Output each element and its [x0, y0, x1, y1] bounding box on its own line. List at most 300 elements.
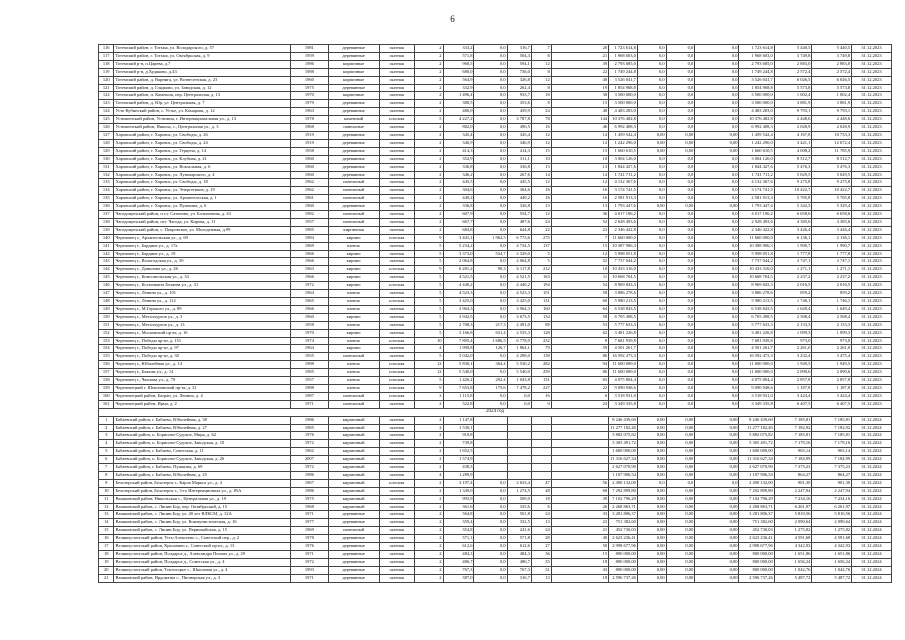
table-cell: 554,7: [507, 211, 531, 219]
table-cell: 0,0: [637, 100, 666, 108]
table-cell: 9 090 948,6: [609, 384, 638, 392]
table-cell: 0,0: [695, 377, 739, 385]
table-cell: 31.12.2024: [852, 471, 892, 479]
table-cell: 1967: [291, 479, 329, 487]
table-cell: 0,0: [637, 337, 666, 345]
table-cell: 2: [414, 108, 443, 116]
table-cell: 346,9: [443, 139, 474, 147]
table-cell: [531, 471, 551, 479]
table-cell: 24: [551, 400, 608, 408]
table-cell: 8 246 439,60: [609, 416, 638, 424]
table-cell: 5 029,5: [774, 171, 812, 179]
table-row: [99, 543, 892, 551]
table-cell: 15: [551, 100, 608, 108]
table-cell: 1960: [291, 163, 329, 171]
table-cell: 31.12.2023: [852, 369, 892, 377]
table-cell: 11 660 000,0: [739, 234, 774, 242]
table-cell: 15: [99, 527, 114, 535]
table-cell: 1964: [291, 290, 329, 298]
table-cell: 3: [414, 392, 443, 400]
table-cell: 0,0: [695, 108, 739, 116]
table-cell: 1 656,24: [774, 558, 812, 566]
table-cell: 0,00: [695, 456, 739, 464]
table-cell: 0,0: [474, 211, 507, 219]
table-cell: 0,00: [695, 558, 739, 566]
table-cell: 0,0: [695, 282, 739, 290]
table-cell: скатная: [379, 195, 414, 203]
table-row: [99, 535, 892, 543]
table-cell: 175,6: [474, 384, 507, 392]
table-cell: 10 387 906,3: [609, 242, 638, 250]
table-cell: 0,00: [637, 551, 666, 559]
table-cell: 31.12.2023: [852, 155, 892, 163]
table-cell: Харовский район, г. Харовск, ул. Свободы, д. 18: [114, 179, 291, 187]
table-cell: 2: [414, 558, 443, 566]
table-cell: 0,00: [695, 432, 739, 440]
table-cell: 3 500 000,0: [739, 100, 774, 108]
table-cell: Бабаевский район, г. Бабаево, Юбилейная, д. 27: [114, 424, 291, 432]
table-cell: 918,8: [443, 432, 474, 440]
table-cell: 1 042,76: [774, 566, 812, 574]
table-cell: 14: [99, 519, 114, 527]
table-cell: 10: [551, 155, 608, 163]
table-cell: 0,00: [695, 424, 739, 432]
table-cell: 0,00: [637, 487, 666, 495]
table-cell: 1 275,82: [812, 527, 852, 535]
table-cell: 126: [99, 124, 114, 132]
table-cell: 4 440,2: [443, 282, 474, 290]
table-row: [99, 108, 892, 116]
table-cell: 1 459 542,4: [609, 131, 638, 139]
table-cell: 31.12.2023: [852, 345, 892, 353]
table-cell: 7 234,16: [812, 495, 852, 503]
table-cell: 5 234,2: [443, 242, 474, 250]
table-cell: 484,3: [507, 551, 531, 559]
table-cell: 0,0: [474, 108, 507, 116]
table-cell: 0,0: [474, 139, 507, 147]
table-cell: 571,1: [443, 535, 474, 543]
table-cell: 1 660 610,5: [609, 147, 638, 155]
table-cell: 965,14: [774, 448, 812, 456]
table-cell: 2 346 422,8: [739, 226, 774, 234]
table-cell: 3 425,0: [443, 298, 474, 306]
table-cell: 0,0: [695, 290, 739, 298]
table-cell: 0,0: [666, 60, 695, 68]
table-row: [99, 274, 892, 282]
table-row: [99, 305, 892, 313]
table-row: [99, 218, 892, 226]
table-cell: 0,0: [666, 313, 695, 321]
table-cell: 0,0: [637, 353, 666, 361]
table-cell: кирпичный: [328, 416, 379, 424]
table-cell: 1 686,5: [474, 337, 507, 345]
table-cell: 490,5: [507, 124, 531, 132]
table-cell: [551, 471, 608, 479]
table-cell: 132: [99, 171, 114, 179]
table-cell: 150: [99, 313, 114, 321]
table-cell: скатная: [379, 329, 414, 337]
table-cell: 0,00: [695, 471, 739, 479]
table-cell: 2 261,0: [774, 345, 812, 353]
table-cell: 1 793 447,6: [609, 203, 638, 211]
table-cell: 0: [531, 400, 551, 408]
table-cell: 1985: [291, 369, 329, 377]
table-cell: 1 574,9: [443, 456, 474, 464]
table-cell: 6: [551, 392, 608, 400]
table-cell: 144: [551, 116, 608, 124]
table-cell: 332,9: [443, 84, 474, 92]
table-cell: 2: [414, 147, 443, 155]
table-row: [99, 369, 892, 377]
table-cell: 1 530,1: [443, 424, 474, 432]
table-cell: Бабаевский район, г. Бабаево, Советская, д. 11: [114, 448, 291, 456]
table-cell: 5 573,8: [774, 84, 812, 92]
table-cell: 1 793 447,6: [739, 203, 774, 211]
page-number: 6: [450, 14, 455, 24]
table-cell: 7: [551, 234, 608, 242]
table-cell: 0,0: [637, 250, 666, 258]
table-cell: 3 349 335,8: [739, 400, 774, 408]
table-row: [99, 290, 892, 298]
table-cell: 10 422,7: [774, 187, 812, 195]
table-cell: 0,00: [637, 558, 666, 566]
table-cell: 0,0: [695, 45, 739, 53]
table-row: [99, 84, 892, 92]
table-cell: 361,6: [443, 503, 474, 511]
table-cell: Череповец г., М.Горького ул., д. 89: [114, 305, 291, 313]
table-cell: 24: [531, 218, 551, 226]
table-cell: 7 179,16: [812, 440, 852, 448]
table-cell: 2: [414, 464, 443, 472]
table-cell: 5: [414, 274, 443, 282]
table-cell: 0,0: [474, 551, 507, 559]
table-cell: [531, 432, 551, 440]
table-cell: 21: [99, 574, 114, 582]
table-cell: 335,6: [507, 503, 531, 511]
table-cell: 0,00: [666, 519, 695, 527]
table-cell: Великоустюгский район, Полдарса д., Александра Попова ул., д. 29: [114, 551, 291, 559]
table-cell: 501,8: [507, 511, 531, 519]
table-cell: 0,0: [637, 187, 666, 195]
table-cell: 0,0: [474, 179, 507, 187]
table-cell: 1 990,8: [443, 345, 474, 353]
table-cell: 31.12.2023: [852, 179, 892, 187]
table-cell: Устюженский район, Никола, с., Центральная ул., д. 3: [114, 124, 291, 132]
table-row: [99, 424, 892, 432]
table-cell: 965,14: [812, 448, 852, 456]
table-cell: 0,0: [474, 535, 507, 543]
table-cell: скатная: [379, 558, 414, 566]
table-cell: 14: [551, 171, 608, 179]
table-cell: 0,0: [666, 234, 695, 242]
table-cell: 2: [414, 543, 443, 551]
table-cell: 1 844 427,6: [739, 163, 774, 171]
table-cell: 119: [99, 68, 114, 76]
table-cell: 141: [99, 242, 114, 250]
table-cell: 5 042,0: [443, 353, 474, 361]
table-cell: 4 501 261,7: [739, 345, 774, 353]
table-cell: 0,0: [637, 171, 666, 179]
table-cell: 5: [531, 250, 551, 258]
table-cell: 1971: [291, 400, 329, 408]
table-cell: 10 433 316,0: [609, 266, 638, 274]
table-cell: панельный: [328, 400, 379, 408]
table-cell: 0,0: [637, 384, 666, 392]
table-cell: 131: [531, 298, 551, 306]
table-cell: 31.12.2024: [852, 558, 892, 566]
table-cell: 0,0: [637, 226, 666, 234]
table-cell: 7 292 899,80: [609, 487, 638, 495]
table-cell: 38: [551, 92, 608, 100]
table-cell: 10: [531, 155, 551, 163]
table-cell: плоская: [379, 377, 414, 385]
table-cell: 0,0: [637, 282, 666, 290]
table-cell: 336,8: [507, 203, 531, 211]
table-cell: деревянные: [328, 84, 379, 92]
table-cell: 7 375,23: [812, 464, 852, 472]
table-cell: 2 628 493,6: [609, 218, 638, 226]
table-cell: 6 992 408,3: [609, 124, 638, 132]
table-cell: 10 388 906,3: [739, 242, 774, 250]
table-cell: 2: [414, 226, 443, 234]
table-cell: 14: [531, 171, 551, 179]
table-cell: деревянные: [328, 519, 379, 527]
table-cell: 23: [551, 519, 608, 527]
table-cell: 631,4: [474, 329, 507, 337]
table-cell: Устюженский район, Устюжна, г. Интернациональная ул., д. 13: [114, 116, 291, 124]
table-cell: 326,8: [507, 76, 531, 84]
table-cell: 2 581 913,3: [609, 195, 638, 203]
table-cell: скатная: [379, 456, 414, 464]
table-cell: 2 508,4: [812, 313, 852, 321]
table-cell: 18: [99, 551, 114, 559]
table-cell: Вашкинский район, с. Липин Бор, ул. 40 лет ВЛКСМ, д. 32А: [114, 511, 291, 519]
table-cell: 4 521,5: [443, 274, 474, 282]
table-cell: 1 242 296,0: [609, 139, 638, 147]
table-cell: 194: [531, 282, 551, 290]
table-cell: 1 271,1: [812, 266, 852, 274]
table-cell: 2: [414, 203, 443, 211]
table-cell: 1 854 968,8: [609, 84, 638, 92]
table-cell: [551, 440, 608, 448]
table-cell: 0,0: [637, 290, 666, 298]
table-cell: 156: [99, 361, 114, 369]
table-cell: 0,00: [637, 416, 666, 424]
table-cell: [507, 432, 531, 440]
table-cell: 3 518 931,0: [609, 392, 638, 400]
table-cell: 12: [551, 179, 608, 187]
table-cell: 2007: [291, 456, 329, 464]
table-cell: 0,0: [637, 258, 666, 266]
table-cell: 153: [99, 337, 114, 345]
table-cell: 0,0: [666, 384, 695, 392]
table-cell: 0,0: [666, 76, 695, 84]
table-cell: скатная: [379, 258, 414, 266]
table-cell: плоская: [379, 337, 414, 345]
table-cell: 5: [414, 290, 443, 298]
table-cell: 31.12.2023: [852, 313, 892, 321]
buildings-register-table: [98, 44, 892, 583]
table-cell: кирпичные: [328, 60, 379, 68]
table-cell: 1919: [291, 139, 329, 147]
table-row: [99, 211, 892, 219]
table-cell: 31.12.2024: [852, 495, 892, 503]
table-cell: панельный: [328, 187, 379, 195]
table-cell: 16: [551, 195, 608, 203]
table-cell: 35: [531, 558, 551, 566]
table-cell: 0,0: [474, 527, 507, 535]
table-cell: 751 382,60: [739, 519, 774, 527]
table-cell: 11 316 627,34: [739, 456, 774, 464]
table-cell: 40: [551, 535, 608, 543]
table-cell: скатная: [379, 92, 414, 100]
table-cell: 4: [99, 440, 114, 448]
table-cell: 0,0: [474, 274, 507, 282]
table-cell: 1962: [291, 179, 329, 187]
table-cell: [507, 471, 531, 479]
table-cell: 0,0: [474, 479, 507, 487]
table-cell: 13: [531, 519, 551, 527]
table-cell: 571,8: [507, 535, 531, 543]
table-cell: 1 242 296,0: [739, 139, 774, 147]
table-cell: 6 658,6: [812, 211, 852, 219]
table-cell: 15: [551, 242, 608, 250]
table-cell: Тотемский р-н, д.Худяково, д.43: [114, 68, 291, 76]
table-cell: 212: [531, 266, 551, 274]
table-row: [99, 242, 892, 250]
table-cell: скатная: [379, 45, 414, 53]
table-cell: 5 540,0: [507, 369, 531, 377]
table-cell: 4 385,6: [774, 218, 812, 226]
table-cell: 12: [531, 60, 551, 68]
table-cell: 0,0: [637, 211, 666, 219]
table-cell: 6 538 843,5: [609, 305, 638, 313]
table-cell: 0,0: [666, 353, 695, 361]
table-cell: 0,0: [637, 266, 666, 274]
table-cell: 0,00: [666, 558, 695, 566]
table-cell: Череповец г., Ленина ул., д. 112: [114, 298, 291, 306]
table-cell: 0,0: [474, 558, 507, 566]
table-cell: 0,0: [474, 116, 507, 124]
table-cell: 2 998 677,96: [609, 543, 638, 551]
table-cell: 8: [531, 100, 551, 108]
table-cell: 336,8: [507, 163, 531, 171]
table-cell: 86: [551, 353, 608, 361]
table-cell: скатная: [379, 440, 414, 448]
table-cell: 123: [99, 100, 114, 108]
table-row: [99, 52, 892, 60]
table-cell: кирпичные: [328, 68, 379, 76]
table-cell: 1970: [291, 329, 329, 337]
table-row: [99, 329, 892, 337]
table-cell: 143: [99, 258, 114, 266]
table-cell: скатная: [379, 400, 414, 408]
table-cell: 864,27: [774, 471, 812, 479]
table-cell: 2 448,6: [812, 116, 852, 124]
table-cell: [507, 448, 531, 456]
table-cell: 7 102 796,29: [739, 495, 774, 503]
table-cell: 4 523,3: [507, 290, 531, 298]
table-cell: 5: [414, 116, 443, 124]
table-cell: 26: [551, 503, 608, 511]
table-cell: 31.12.2023: [852, 321, 892, 329]
table-cell: 0,0: [474, 124, 507, 132]
table-cell: 12 672,4: [812, 139, 852, 147]
table-cell: 138: [531, 353, 551, 361]
table-cell: 0,0: [474, 52, 507, 60]
table-cell: скатная: [379, 139, 414, 147]
table-cell: 767,3: [507, 566, 531, 574]
table-cell: 7 681 939,8: [609, 337, 638, 345]
table-cell: 88: [531, 321, 551, 329]
table-cell: 0,0: [474, 226, 507, 234]
table-cell: 2 090,64: [812, 519, 852, 527]
table-cell: Харовский район, г. Харовск, ул. Свободы, д. 24: [114, 139, 291, 147]
table-row: [99, 76, 892, 84]
table-cell: 0,00: [695, 203, 739, 211]
table-cell: 1 949,5: [812, 361, 852, 369]
table-cell: 15: [531, 147, 551, 155]
table-cell: кирпичный: [328, 456, 379, 464]
table-cell: кирпичный: [328, 448, 379, 456]
table-cell: 0,0: [695, 195, 739, 203]
table-cell: 10 733,3: [812, 131, 852, 139]
table-cell: 438,3: [443, 464, 474, 472]
table-cell: 21: [551, 52, 608, 60]
table-cell: кирпичная: [328, 226, 379, 234]
table-row: [99, 321, 892, 329]
table-cell: 5 487,72: [774, 574, 812, 582]
table-cell: 0,0: [637, 76, 666, 84]
table-cell: 0,0: [695, 479, 739, 487]
table-cell: 31.12.2024: [852, 416, 892, 424]
table-cell: 487,6: [507, 218, 531, 226]
table-cell: скатная: [379, 543, 414, 551]
table-cell: 0,0: [695, 171, 739, 179]
table-cell: 0,0: [474, 313, 507, 321]
table-cell: 7 102 796,29: [609, 495, 638, 503]
table-cell: 0,0: [695, 250, 739, 258]
table-cell: 131: [531, 377, 551, 385]
table-cell: 149: [99, 305, 114, 313]
table-cell: 0,00: [695, 495, 739, 503]
table-cell: Великоустюгский район, Красавино г., Советский пр-кт., д. 13: [114, 543, 291, 551]
table-cell: 2 247,94: [812, 487, 852, 495]
table-cell: 1 864,1: [507, 345, 531, 353]
table-cell: скатная: [379, 551, 414, 559]
table-cell: деревянные: [328, 139, 379, 147]
table-cell: Череповец г., Ленина ул., д. 101: [114, 290, 291, 298]
table-cell: 0,00: [666, 440, 695, 448]
table-cell: 3 441,1: [443, 234, 474, 242]
table-cell: 0,0: [666, 108, 695, 116]
table-cell: 3 749,8: [774, 52, 812, 60]
table-cell: 31.12.2023: [852, 84, 892, 92]
table-cell: скатная: [379, 52, 414, 60]
table-cell: Череповец г., Бардина ул., д. 17а: [114, 242, 291, 250]
table-cell: скатная: [379, 179, 414, 187]
table-cell: скатная: [379, 495, 414, 503]
table-cell: 2 793 685,0: [739, 60, 774, 68]
table-cell: [551, 456, 608, 464]
table-cell: 0,00: [637, 471, 666, 479]
table-cell: Тотемский р-н, п.Царева, д.7: [114, 60, 291, 68]
table-cell: 0,0: [474, 45, 507, 53]
table-cell: 0,0: [637, 361, 666, 369]
table-cell: 1986: [291, 416, 329, 424]
table-cell: 0,0: [637, 392, 666, 400]
table-cell: 31.12.2024: [852, 503, 892, 511]
